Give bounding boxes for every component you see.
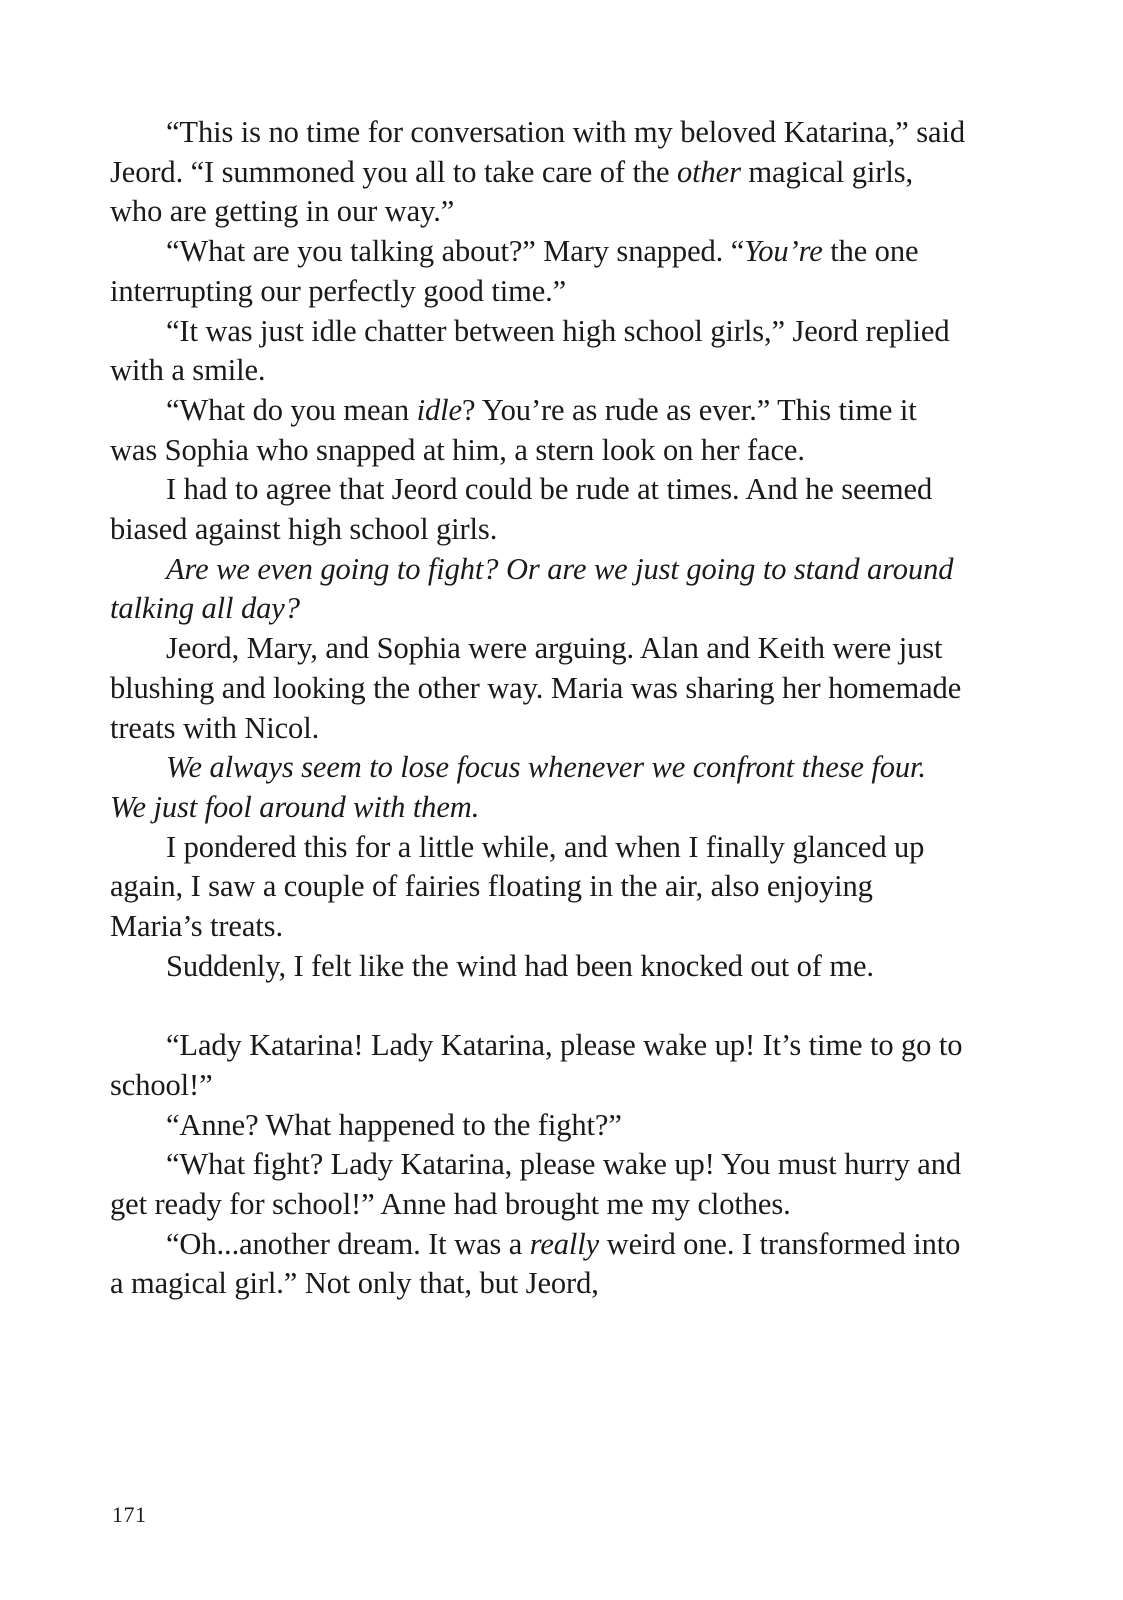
text-run: “Lady Katarina! Lady Katarina, please wake up! It’s time to go to school!” [110, 1028, 963, 1102]
text-run: Jeord, Mary, and Sophia were arguing. Alan and Keith were just blushing and looking the other way. Maria was sharing her homemade treats with Nicol. [110, 631, 962, 745]
text-run: I had to agree that Jeord could be rude at times. And he seemed biased against high school girls. [110, 472, 933, 547]
emphasis-run: really [529, 1226, 600, 1261]
page-number: 171 [112, 1502, 147, 1527]
emphasis-run: You’re [744, 234, 823, 269]
inner-thought-paragraph [110, 550, 966, 629]
text-run: “What do you mean [166, 392, 417, 427]
text-run: ? You’re as rude as ever.” This time it was Sophia who snapped at him, a stern look on her face. [110, 392, 917, 467]
emphasis-run: other [676, 154, 741, 189]
paragraph [110, 232, 966, 311]
paragraph-after-section-break [110, 1026, 966, 1105]
paragraph [110, 113, 966, 232]
paragraph [110, 470, 966, 549]
text-run: “What fight? Lady Katarina, please wake up! You must hurry and get ready for school!” Anne had brought me my clothes. [110, 1147, 962, 1221]
text-run: We always seem to lose focus whenever we confront these four. We just fool around with them. [110, 750, 926, 824]
paragraph [110, 629, 966, 748]
text-run: “Anne? What happened to the fight?” [166, 1107, 622, 1142]
text-run: “It was just idle chatter between high school girls,” Jeord replied with a smile. [110, 313, 950, 388]
text-run: Are we even going to fight? Or are we just going to stand around talking all day? [110, 551, 954, 626]
paragraph [110, 391, 966, 470]
inner-thought-paragraph [110, 748, 966, 827]
paragraph [110, 947, 966, 987]
text-run: I pondered this for a little while, and when I finally glanced up again, I saw a couple of fairies floating in the air, also enjoying Maria’s treats. [110, 829, 925, 944]
text-run: Suddenly, I felt like the wind had been knocked out of me. [166, 948, 874, 983]
paragraph [110, 828, 966, 947]
text-run: the one interrupting our perfectly good time.” [110, 234, 919, 308]
paragraph [110, 1145, 966, 1224]
text-run: magical girls, who are getting in our way.” [110, 154, 914, 229]
text-run: “This is no time for conversation with my beloved Katarina,” said Jeord. “I summoned you all to take care of the [110, 115, 965, 189]
page-body [110, 113, 966, 1304]
text-run: weird one. I transformed into a magical girl.” Not only that, but Jeord, [110, 1226, 961, 1301]
text-run: “What are you talking about?” Mary snapped. “ [166, 234, 745, 269]
paragraph [110, 1106, 966, 1146]
paragraph [110, 312, 966, 391]
emphasis-run: idle [416, 392, 462, 427]
text-run: “Oh...another dream. It was a [166, 1226, 530, 1261]
paragraph [110, 1225, 966, 1304]
